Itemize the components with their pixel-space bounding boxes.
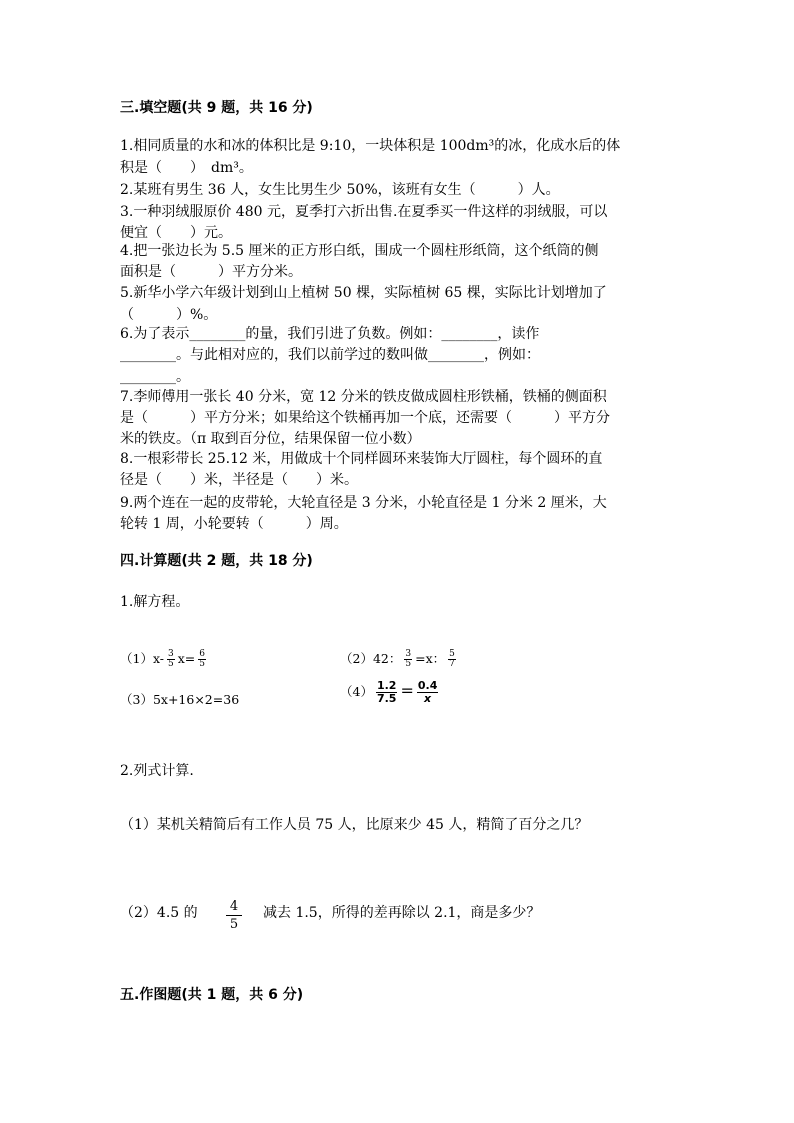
equation-2-fraction-a <box>404 650 412 670</box>
section-3-title: 三.填空题(共 9 题，共 16 分) <box>120 100 313 116</box>
fraction-numerator: 6 <box>199 648 206 659</box>
equation-1-fraction-b <box>198 650 206 670</box>
equation-1-mid: x= <box>177 651 196 666</box>
fill-in-question-line: 2.某班有男生 36 人，女生比男生少 50%，该班有女生（ ）人。 <box>120 182 560 198</box>
fraction-numerator: 3 <box>405 648 412 659</box>
section-5-title: 五.作图题(共 1 题，共 6 分) <box>120 987 304 1003</box>
fraction-denominator: 5 <box>229 917 239 932</box>
equation-2-fraction-b <box>448 650 456 670</box>
question-list-calculation-label: 2.列式计算. <box>120 763 194 779</box>
fraction-denominator: 5 <box>168 659 174 669</box>
fill-in-question-line: 是（ ）平方分米；如果给这个铁桶再加一个底，还需要（ ）平方分 <box>120 410 610 426</box>
fill-in-question-line: 5.新华小学六年级计划到山上植树 50 棵，实际植树 65 棵，实际比计划增加了 <box>120 285 607 301</box>
equation-2 <box>340 648 459 670</box>
fill-in-question-line: 8.一根彩带长 25.12 米，用做成十个同样圆环来装饰大厅圆柱，每个圆环的直 <box>120 451 603 467</box>
fill-in-question-line: 6.为了表示________的量，我们引进了负数。例如：________，读作 <box>120 326 540 342</box>
equation-4-mid: = <box>400 681 414 700</box>
fraction-numerator: 1.2 <box>376 679 397 693</box>
equation-1 <box>120 648 209 670</box>
equation-3: （3）5x+16×2=36 <box>120 692 240 707</box>
question-solve-equations-label: 1.解方程。 <box>120 594 190 610</box>
fill-in-question-line: 面积是（ ）平方分米。 <box>120 264 302 280</box>
equation-4 <box>340 680 441 705</box>
fill-in-question-line: 轮转 1 周，小轮要转（ ）周。 <box>120 516 348 532</box>
fill-in-question-line: 便宜（ ）元。 <box>120 225 232 241</box>
fraction-denominator: 5 <box>199 659 206 669</box>
fill-in-question-line: 7.李师傅用一张长 40 分米，宽 12 分米的铁皮做成圆柱形铁桶，铁桶的侧面积 <box>120 389 607 405</box>
fill-in-question-line: 积是（ ） dm³。 <box>120 160 253 176</box>
question-2-2-prefix: （2）4.5 的 <box>120 905 198 921</box>
fraction-numerator: 4 <box>229 899 239 914</box>
fill-in-question-line: 9.两个连在一起的皮带轮，大轮直径是 3 分米，小轮直径是 1 分米 2 厘米，大 <box>120 495 607 511</box>
fraction-numerator: 3 <box>168 648 174 659</box>
section-4-title: 四.计算题(共 2 题，共 18 分) <box>120 553 313 569</box>
fraction-numerator: 0.4 <box>417 679 438 693</box>
equation-2-prefix: （2）42： <box>340 651 402 666</box>
fraction-denominator: x <box>424 692 432 705</box>
fill-in-question-line: 1.相同质量的水和冰的体积比是 9:10，一块体积是 100dm³的冰，化成水后的体 <box>120 138 621 154</box>
equation-4-fraction-a <box>376 680 398 704</box>
fill-in-question-line: ________。 <box>120 369 190 385</box>
fraction-denominator: 7.5 <box>376 692 397 705</box>
equation-1-prefix: （1）x- <box>120 651 165 666</box>
equation-4-prefix: （4） <box>340 684 373 699</box>
fraction-bar <box>226 915 242 916</box>
fraction-denominator: 7 <box>449 659 455 669</box>
fill-in-question-line: 4.把一张边长为 5.5 厘米的正方形白纸，围成一个圆柱形纸筒，这个纸筒的侧 <box>120 243 599 259</box>
equation-2-mid: =x： <box>415 651 446 666</box>
fill-in-question-line: 径是（ ）米，半径是（ ）米。 <box>120 472 358 488</box>
fraction-numerator: 5 <box>449 648 455 659</box>
question-2-2-fraction <box>226 899 242 932</box>
fill-in-question-line: （ ）%。 <box>120 307 218 323</box>
equation-1-fraction-a <box>167 650 175 670</box>
fill-in-question-line: 3.一种羽绒服原价 480 元，夏季打六折出售.在夏季买一件这样的羽绒服，可以 <box>120 204 608 220</box>
equation-4-fraction-b <box>417 680 439 704</box>
question-2-2-suffix: 减去 1.5，所得的差再除以 2.1，商是多少？ <box>263 905 541 921</box>
question-2-1: （1）某机关精简后有工作人员 75 人，比原来少 45 人，精简了百分之几？ <box>120 817 589 833</box>
question-2-2 <box>120 902 198 924</box>
fill-in-question-line: ________。与此相对应的，我们以前学过的数叫做________，例如： <box>120 347 540 363</box>
fraction-denominator: 5 <box>405 659 412 669</box>
fill-in-question-line: 米的铁皮。（π 取到百分位，结果保留一位小数） <box>120 431 421 447</box>
